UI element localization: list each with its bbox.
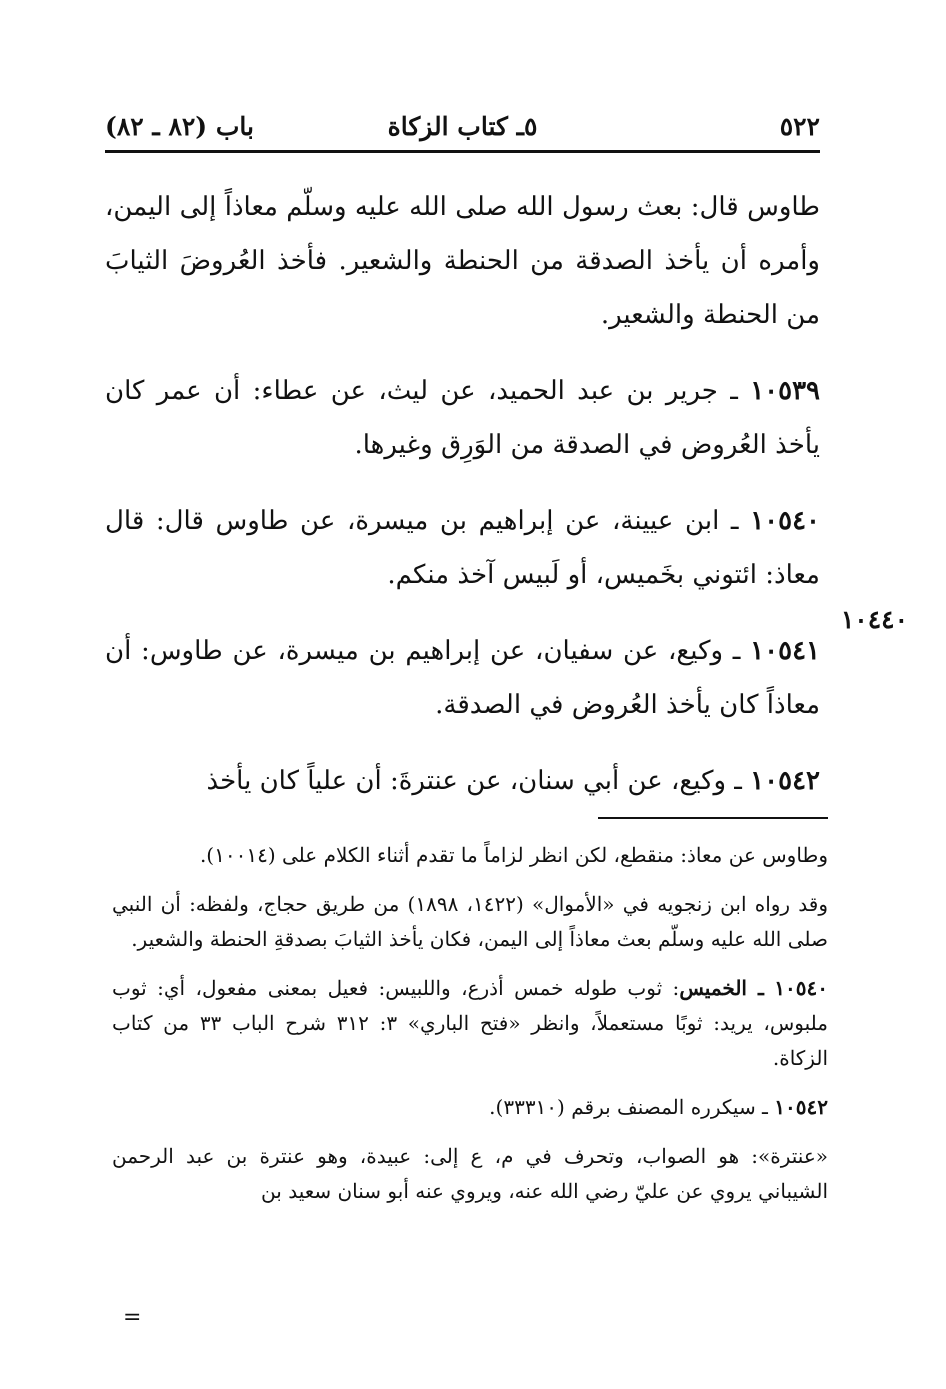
hadith-text: ـ جرير بن عبد الحميد، عن ليث، عن عطاء: أن عمر كان يأخذ العُروض في الصدقة من الوَرِق وغيرها. — [105, 376, 820, 460]
hadith-paragraph — [105, 624, 820, 732]
margin-reference-number: ١٠٤٤٠ — [840, 605, 908, 634]
hadith-text: ـ وكيع، عن سفيان، عن إبراهيم بن ميسرة، عن طاوس: أن معاذاً كان يأخذ العُروض في الصدقة. — [105, 636, 820, 720]
continuation-mark: = — [123, 1305, 142, 1330]
hadith-text: ـ وكيع، عن أبي سنان، عن عنترةَ: أن علياً كان يأخذ — [206, 766, 742, 796]
footnote — [112, 1139, 828, 1209]
hadith-paragraph — [105, 364, 820, 472]
hadith-number: ١٠٥٤١ — [750, 636, 820, 666]
footnotes — [112, 838, 828, 1223]
chapter-title: ٥ـ كتاب الزكاة — [387, 112, 538, 141]
hadith-number: ١٠٥٣٩ — [750, 376, 821, 406]
section-title: باب (٨٢ ـ ٨٢) — [105, 112, 254, 141]
main-text — [105, 180, 820, 830]
footnote-number: ١٠٥٤٠ — [774, 976, 829, 1000]
hadith-number: ١٠٥٤٠ — [750, 506, 821, 536]
footnote-text: «عنترة»: هو الصواب، وتحرف في م، ع إلى: عبيدة، وهو عنترة بن عبد الرحمن الشيباني يروي عن عليّ رضي الله عنه، ويروي عنه أبو سنان سعيد بن — [112, 1144, 828, 1203]
hadith-paragraph — [105, 180, 820, 342]
footnote-text: : ثوب طوله خمس أذرع، واللبيس: فعيل بمعنى مفعول، أي: ثوب ملبوس، يريد: ثوبًا مستعملاً، وانظر «فتح الباري» ٣: ٣١٢ شرح الباب ٣٣ من كتاب الزكاة. — [112, 976, 828, 1070]
hadith-text: ـ ابن عيينة، عن إبراهيم بن ميسرة، عن طاوس قال: قال معاذ: ائتوني بخَميس، أو لَبيس آخذ منكم. — [105, 506, 820, 590]
hadith-paragraph — [105, 494, 820, 602]
footnote-term: ـ الخميس — [679, 976, 764, 1000]
page-number: ٥٢٢ — [779, 112, 820, 141]
page-header — [105, 110, 820, 152]
hadith-text: طاوس قال: بعث رسول الله صلى الله عليه وسلّم معاذاً إلى اليمن، وأمره أن يأخذ الصدقة من الحنطة والشعير. فأخذ العُروضَ الثيابَ من الحنطة والشعير. — [105, 192, 820, 330]
footnote-text: ـ سيكرره المصنف برقم (٣٣٣١٠). — [489, 1095, 768, 1119]
footnote — [112, 971, 828, 1076]
hadith-number: ١٠٥٤٢ — [750, 766, 820, 796]
footnote-separator — [598, 817, 828, 819]
footnote — [112, 1090, 828, 1125]
footnote-text: وطاوس عن معاذ: منقطع، لكن انظر لزاماً ما تقدم أثناء الكلام على (١٠٠١٤). — [199, 843, 828, 867]
footnote-text: وقد رواه ابن زنجويه في «الأموال» (١٤٢٢، ١٨٩٨) من طريق حجاج، ولفظه: أن النبي صلى الله عليه وسلّم بعث معاذاً إلى اليمن، فكان يأخذ الثيابَ بصدقةِ الحنطة والشعير. — [112, 892, 829, 951]
footnote-number: ١٠٥٤٢ — [774, 1095, 828, 1119]
footnote — [112, 838, 828, 873]
header-rule — [105, 150, 820, 153]
hadith-paragraph — [105, 754, 820, 808]
footnote — [112, 887, 828, 957]
